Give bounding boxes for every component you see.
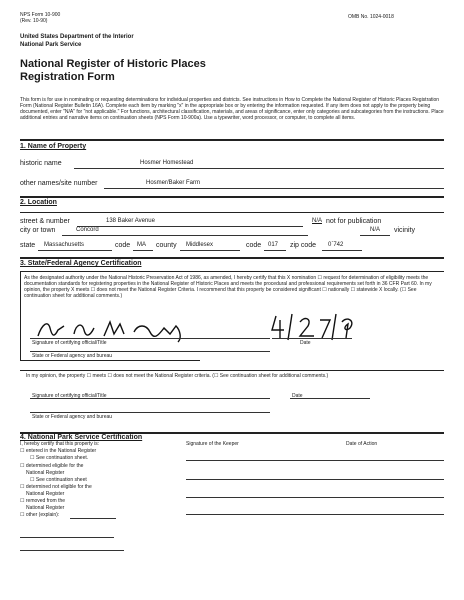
city-field[interactable] <box>62 235 308 236</box>
code-label: code <box>115 242 131 249</box>
vicinity-field[interactable] <box>360 235 390 236</box>
signature2-label: Signature of certifying official/Title <box>32 393 107 399</box>
section-1-heading: 1. Name of Property <box>20 143 87 150</box>
bureau2-label: State or Federal agency and bureau <box>32 414 113 420</box>
section-rule <box>20 139 444 141</box>
not-for-publication-value: N/A <box>312 218 323 224</box>
vicinity-label: vicinity <box>394 227 416 234</box>
form-number: NPS Form 10-900 <box>20 12 61 18</box>
omb-number: OMB No. 1024-0018 <box>348 14 394 20</box>
agency: National Park Service <box>20 42 82 48</box>
section-rule <box>20 370 444 371</box>
state-code-value: MA <box>137 242 146 248</box>
county-label: county <box>156 242 177 249</box>
county-value: Middlesex <box>186 242 214 248</box>
form-title-line2: Registration Form <box>20 71 115 83</box>
historic-name-field[interactable] <box>74 168 444 169</box>
date2-label: Date <box>292 393 303 399</box>
nps-option-continuation[interactable]: ☐ See continuation sheet. <box>30 455 89 461</box>
county-code-value: 017 <box>268 242 279 248</box>
keeper-column-label: Signature of the Keeper <box>186 441 239 447</box>
section-rule <box>20 257 444 259</box>
other-explain-line[interactable] <box>20 550 124 551</box>
county-code-label: code <box>246 242 262 249</box>
keeper-line[interactable] <box>186 497 444 498</box>
historic-name-value: Hosmer Homestead <box>140 160 194 166</box>
nps-option-eligible[interactable]: ☐ determined eligible for the <box>20 463 84 469</box>
street-field[interactable] <box>77 226 303 227</box>
signature-line[interactable] <box>30 338 270 339</box>
nps-option-removed-sub: National Register <box>26 505 65 511</box>
date-of-action-column-label: Date of Action <box>346 441 378 447</box>
section-rule <box>20 196 444 198</box>
city-value: Concord <box>76 227 99 233</box>
nps-option-not-eligible-sub: National Register <box>26 491 65 497</box>
form-revision: (Rev. 10-90) <box>20 18 48 24</box>
street-value: 138 Baker Avenue <box>106 218 155 224</box>
nps-option-removed[interactable]: ☐ removed from the <box>20 498 66 504</box>
state-label: state <box>20 242 36 249</box>
other-names-value: Hosmer/Baker Farm <box>146 180 201 186</box>
other-explain-field[interactable] <box>70 518 116 519</box>
other-names-label: other names/site number <box>20 180 98 187</box>
vicinity-value: N/A <box>370 227 381 233</box>
bureau2-line[interactable] <box>30 412 270 413</box>
historic-name-label: historic name <box>20 160 62 167</box>
other-explain-line[interactable] <box>20 537 114 538</box>
state-value: Massachusetts <box>44 242 85 248</box>
nps-option-not-eligible[interactable]: ☐ determined not eligible for the <box>20 484 92 490</box>
section-rule <box>20 271 444 272</box>
certification-statement: As the designated authority under the National Historic Preservation Act of 1986, as amended, I hereby certify that this X nomination ☐ request for determination of eligibility meets the documentation standards for registering properties in the National Register of Historic Places and meets the procedural and professional requirements set forth in 36 CFR Part 60. In my opinion, the property X meets ☐ does not meet the National Register Criteria. I recommend that this property be considered significant ☐ nationally ☐ statewide X locally. (☐ See continuation sheet for additional comments.) <box>24 275 432 299</box>
not-for-publication-label: not for publication <box>326 218 382 225</box>
opinion-statement: In my opinion, the property ☐ meets ☐ does not meet the National Register criteria. (☐ See continuation sheet for additional comments.) <box>26 373 329 379</box>
zip-field[interactable] <box>322 250 362 251</box>
zip-label: zip code <box>290 242 317 249</box>
certification-box-left <box>20 271 21 360</box>
zip-value: 0`742 <box>328 242 344 248</box>
nps-option-other[interactable]: ☐ other (explain): <box>20 512 60 518</box>
department: United States Department of the Interior <box>20 34 134 40</box>
county-code-field[interactable] <box>264 250 286 251</box>
keeper-line[interactable] <box>186 460 444 461</box>
state-field[interactable] <box>38 250 112 251</box>
date-label: Date <box>300 340 311 346</box>
nps-option-entered[interactable]: ☐ entered in the National Register <box>20 448 97 454</box>
section-3-heading: 3. State/Federal Agency Certification <box>20 260 142 267</box>
keeper-line[interactable] <box>186 514 444 515</box>
nps-option-continuation-2[interactable]: ☐ See continuation sheet <box>30 477 87 483</box>
section-rule <box>20 212 444 213</box>
section-2-heading: 2. Location <box>20 199 57 206</box>
signature-label: Signature of certifying official/Title <box>32 340 107 346</box>
state-code-field[interactable] <box>133 250 153 251</box>
date-line[interactable] <box>272 338 352 339</box>
nps-intro: I, hereby certify that this property is: <box>20 441 100 447</box>
street-label: street & number <box>20 218 70 225</box>
keeper-line[interactable] <box>186 479 444 480</box>
city-label: city or town <box>20 227 56 234</box>
section-4-heading: 4. National Park Service Certification <box>20 434 143 441</box>
instructions: This form is for use in nominating or requesting determinations for individual properties and districts. See instructions in How to Complete the National Register of Historic Places Registration Form (National Register Bulletin 16A). Complete each item by marking "x" in the appropriate box or by entering the information requested. If any item does not apply to the property being documented, enter "N/A" for "not applicable." For functions, architectural classification, materials, and areas of significance, enter only categories and subcategories from the instructions. Place additional entries and narrative items on continuation sheets (NPS Form 10-900a). Use a typewriter, word processor, or computer, to complete all items. <box>20 97 444 121</box>
bureau-label: State or Federal agency and bureau <box>32 353 113 359</box>
county-field[interactable] <box>180 250 240 251</box>
other-names-field[interactable] <box>104 188 444 189</box>
certification-box-bottom <box>20 360 200 361</box>
bureau-line[interactable] <box>30 351 270 352</box>
nps-option-eligible-sub: National Register <box>26 470 65 476</box>
form-title-line1: National Register of Historic Places <box>20 58 206 70</box>
